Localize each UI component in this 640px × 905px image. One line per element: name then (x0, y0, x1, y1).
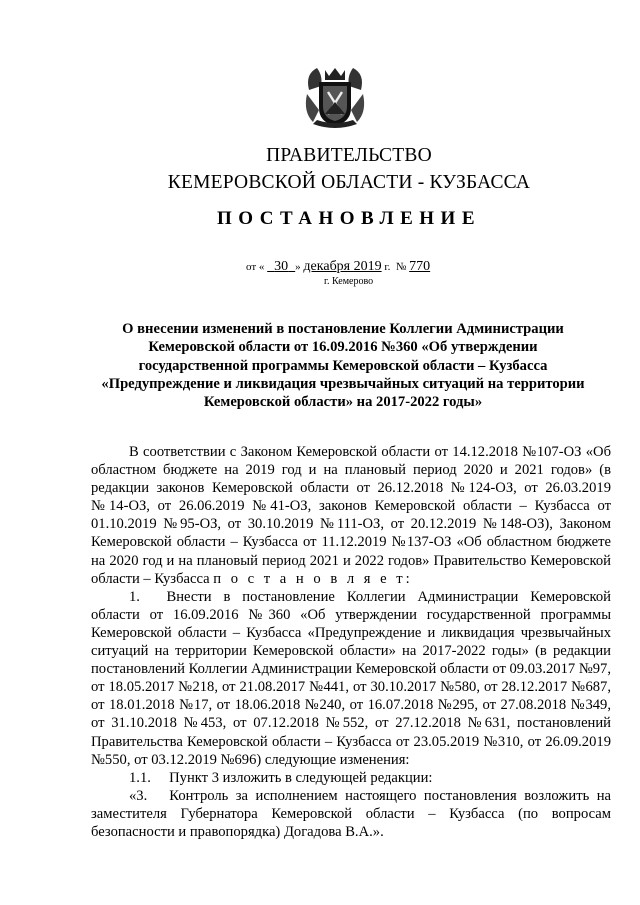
date-month-year: декабря 2019 (303, 259, 382, 274)
document-title: О внесении изменений в постановление Коллегии Администрации Кемеровской области от 16.09.2016 №360 «Об утверждении государственной программы Кемеровской области – Кузбасса «Предупреждение и ликвидация чрезвычайных ситуаций на территории Кемеровской области» на 2017-2022 годы» (101, 321, 585, 411)
item-1-paragraph: 1. Внести в постановление Коллегии Администрации Кемеровской области от 16.09.2016 №360 «Об утверждении государственной программы Кемеровской области – Кузбасса «Предупреждение и ликвидация чрезвычайных ситуаций на территории Кемеровской области» на 2017-2022 годы» (в редакции постановлений Коллегии Администрации Кемеровской области от 09.03.2017 №97, от 18.05.2017 №218, от 21.08.2017 №441, от 30.10.2017 №580, от 28.12.2017 №687, от 18.01.2018 №17, от 18.06.2018 №240, от 16.07.2018 №295, от 27.08.2018 №349, от 31.10.2018 №453, от 07.12.2018 №552, от 27.12.2018 №631, постановлений Правительства Кемеровской области – Кузбасса от 23.05.2019 №310, от 26.09.2019 №550, от 03.12.2019 №696) следующие изменения: (91, 588, 611, 768)
preamble-paragraph (91, 443, 611, 588)
item-3-quote-paragraph: «3. Контроль за исполнением настоящего постановления возложить на заместителя Губернатора Кемеровской области – Кузбасса (по вопросам безопасности и правопорядка) Догадова В.А.». (91, 787, 611, 840)
government-name-line2: КЕМЕРОВСКОЙ ОБЛАСТИ - КУЗБАССА (167, 172, 531, 193)
document-date-number-line (246, 259, 430, 275)
government-name-line1: ПРАВИТЕЛЬСТВО (266, 145, 432, 166)
resolves-text: п о с т а н о в л я е т: (213, 570, 413, 587)
number-prefix: № (395, 261, 407, 273)
date-day: 30 (274, 259, 289, 274)
item-1-1-paragraph: 1.1. Пункт 3 изложить в следующей редакции: (129, 769, 433, 786)
document-number: 770 (409, 259, 431, 274)
document-city: г. Кемерово (324, 276, 374, 287)
date-day-close: » (295, 261, 301, 273)
document-body (91, 443, 611, 841)
date-year-suffix: г. (384, 261, 391, 273)
date-prefix: от « (246, 261, 265, 273)
document-type-heading: ПОСТАНОВЛЕНИЕ (216, 208, 482, 229)
preamble-text: В соответствии с Законом Кемеровской области от 14.12.2018 №107-ОЗ «Об областном бюджете на 2019 год и на плановый период 2020 и 2021 годов» (в редакции законов Кемеровской области от 26.12.2018 №124-ОЗ, от 26.03.2019 №14-ОЗ, от 26.06.2019 №41-ОЗ, законов Кемеровской области – Кузбасса от 01.10.2019 №95-ОЗ, от 30.10.2019 №111-ОЗ, от 20.12.2019 №148-ОЗ), Законом Кемеровской области – Кузбасса от 11.12.2019 №137-ОЗ «Об областном бюджете на 2020 год и на плановый период 2021 и 2022 годов» Правительство Кемеровской области – Кузбасса (91, 444, 611, 587)
coat-of-arms-emblem (303, 64, 367, 130)
